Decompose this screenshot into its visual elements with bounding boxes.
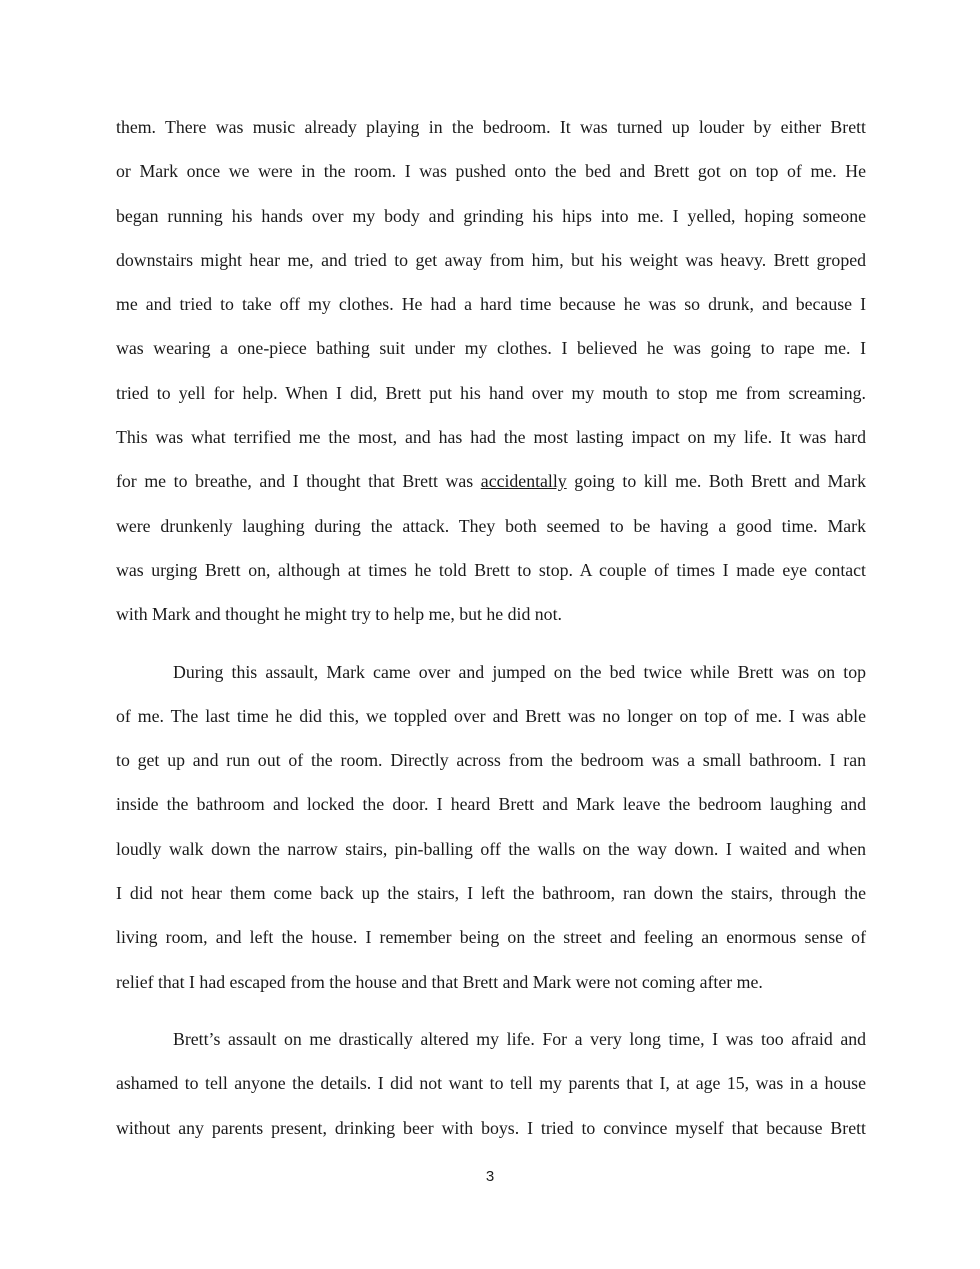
text-line: Brett’s assault on me drastically altered my life. For a very long time, I was too afraid and [173, 1028, 866, 1049]
paragraph-gap [116, 1012, 866, 1025]
text-line: were drunkenly laughing during the attack. They both seemed to be having a good time. Mark [116, 515, 866, 536]
paragraph-gap [116, 645, 866, 658]
text-line: ashamed to tell anyone the details. I did not want to tell my parents that I, at age 15, was in a house [116, 1073, 866, 1094]
text-segment: for me to breathe, and I thought that Brett was [116, 471, 481, 492]
text-line: me and tried to take off my clothes. He had a hard time because he was so drunk, and because I [116, 294, 866, 315]
paragraph-2 [116, 658, 866, 1012]
text-line: downstairs might hear me, and tried to get away from him, but his weight was heavy. Brett groped [116, 249, 866, 270]
text-line: them. There was music already playing in the bedroom. It was turned up louder by either Brett [116, 117, 866, 137]
text-line: relief that I had escaped from the house and that Brett and Mark were not coming after me. [116, 971, 763, 992]
text-line: without any parents present, drinking beer with boys. I tried to convince myself that because Brett [116, 1117, 866, 1138]
text-line: living room, and left the house. I remember being on the street and feeling an enormous sense of [116, 927, 866, 948]
body-text [116, 113, 866, 1158]
text-line: loudly walk down the narrow stairs, pin-balling off the walls on the way down. I waited and when [116, 838, 866, 859]
text-line: This was what terrified me the most, and has had the most lasting impact on my life. It was hard [116, 427, 866, 448]
text-line [116, 467, 866, 511]
page-number: 3 [485, 1168, 495, 1185]
text-line: or Mark once we were in the room. I was pushed onto the bed and Brett got on top of me. He [116, 161, 866, 182]
text-line: began running his hands over my body and grinding his hips into me. I yelled, hoping someone [116, 205, 866, 226]
text-line: During this assault, Mark came over and jumped on the bed twice while Brett was on top [173, 661, 866, 682]
text-line: was urging Brett on, although at times he told Brett to stop. A couple of times I made eye contact [116, 559, 866, 580]
text-line: with Mark and thought he might try to help me, but he did not. [116, 604, 562, 625]
text-segment: going to kill me. Both Brett and Mark [566, 471, 866, 492]
text-line: was wearing a one-piece bathing suit under my clothes. I believed he was going to rape me. I [116, 338, 866, 359]
text-line: tried to yell for help. When I did, Brett put his hand over my mouth to stop me from screaming. [116, 382, 866, 403]
text-line: to get up and run out of the room. Directly across from the bedroom was a small bathroom. I ran [116, 750, 866, 771]
paragraph-3 [116, 1025, 866, 1158]
text-line: of me. The last time he did this, we toppled over and Brett was no longer on top of me. I was able [116, 705, 866, 726]
text-line: inside the bathroom and locked the door. I heard Brett and Mark leave the bedroom laughing and [116, 794, 866, 815]
underlined-word: accidentally [480, 471, 567, 492]
paragraph-1 [116, 113, 866, 645]
text-line: I did not hear them come back up the stairs, I left the bathroom, ran down the stairs, through the [116, 883, 866, 904]
